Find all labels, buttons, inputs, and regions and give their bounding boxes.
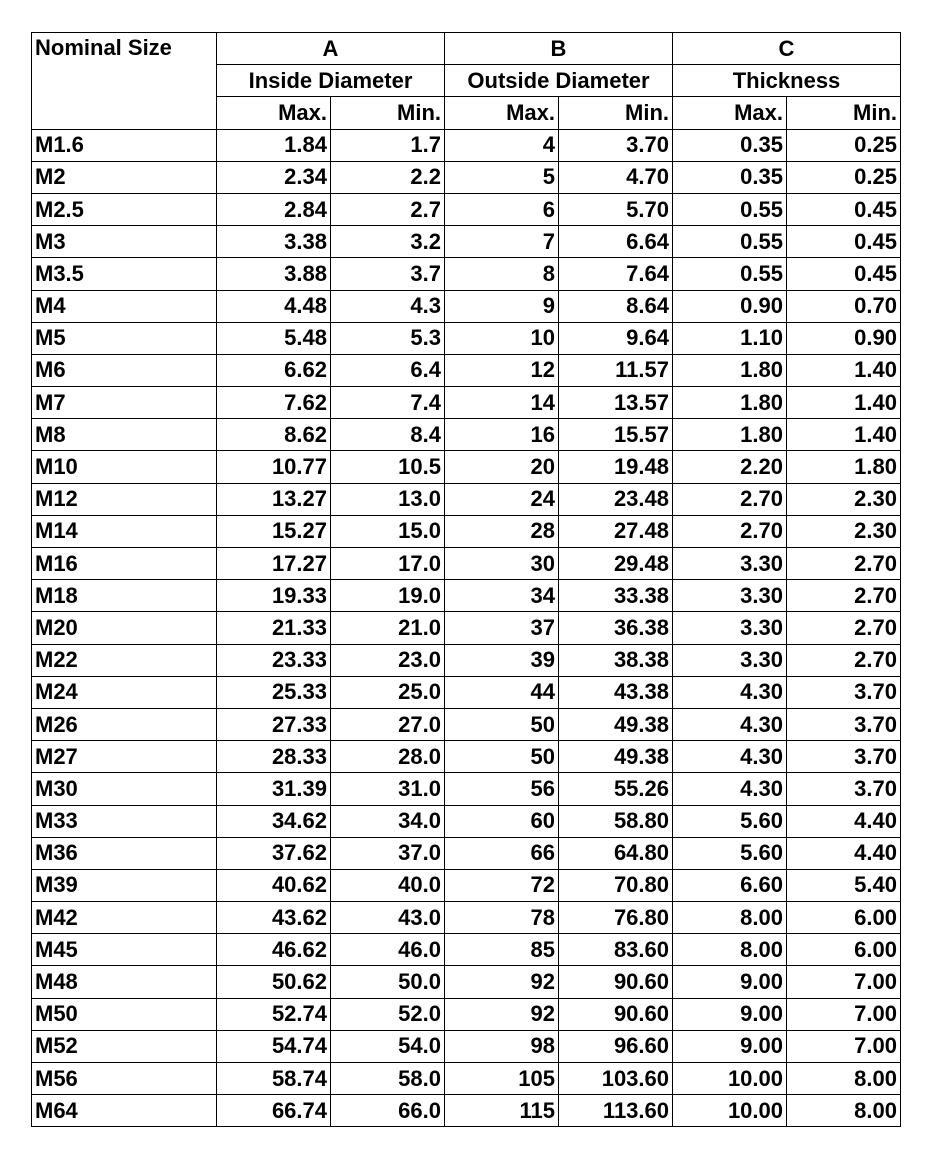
outside-diameter-max-cell: 10 [445, 322, 559, 354]
thickness-min-cell: 1.80 [787, 451, 901, 483]
thickness-max-cell: 3.30 [673, 548, 787, 580]
inside-diameter-min-cell: 52.0 [331, 998, 445, 1030]
outside-diameter-min-cell: 83.60 [559, 934, 673, 966]
inside-diameter-max-cell: 31.39 [217, 773, 331, 805]
table-row [32, 837, 901, 869]
table-body [32, 129, 901, 1127]
b-max-header: Max. [445, 97, 559, 129]
thickness-min-cell: 0.45 [787, 193, 901, 225]
thickness-min-cell: 8.00 [787, 1095, 901, 1127]
outside-diameter-min-cell: 4.70 [559, 161, 673, 193]
outside-diameter-max-cell: 9 [445, 290, 559, 322]
inside-diameter-max-cell: 21.33 [217, 612, 331, 644]
nominal-size-cell: M33 [32, 805, 217, 837]
outside-diameter-max-cell: 20 [445, 451, 559, 483]
thickness-max-cell: 0.55 [673, 226, 787, 258]
outside-diameter-min-cell: 6.64 [559, 226, 673, 258]
inside-diameter-min-cell: 13.0 [331, 483, 445, 515]
thickness-max-cell: 0.90 [673, 290, 787, 322]
thickness-min-cell: 0.25 [787, 129, 901, 161]
nominal-size-cell: M8 [32, 419, 217, 451]
outside-diameter-max-cell: 34 [445, 580, 559, 612]
outside-diameter-max-cell: 28 [445, 515, 559, 547]
thickness-header: Thickness [673, 65, 901, 97]
b-min-header: Min. [559, 97, 673, 129]
nominal-size-cell: M50 [32, 998, 217, 1030]
inside-diameter-min-cell: 25.0 [331, 676, 445, 708]
outside-diameter-min-cell: 49.38 [559, 741, 673, 773]
inside-diameter-max-cell: 58.74 [217, 1063, 331, 1095]
nominal-size-cell: M5 [32, 322, 217, 354]
inside-diameter-max-cell: 5.48 [217, 322, 331, 354]
outside-diameter-max-cell: 4 [445, 129, 559, 161]
thickness-min-cell: 3.70 [787, 676, 901, 708]
outside-diameter-max-cell: 50 [445, 741, 559, 773]
inside-diameter-max-cell: 40.62 [217, 869, 331, 901]
nominal-size-cell: M3.5 [32, 258, 217, 290]
thickness-min-cell: 1.40 [787, 354, 901, 386]
outside-diameter-min-cell: 55.26 [559, 773, 673, 805]
inside-diameter-min-cell: 5.3 [331, 322, 445, 354]
thickness-max-cell: 1.80 [673, 387, 787, 419]
nominal-size-cell: M6 [32, 354, 217, 386]
thickness-min-cell: 0.90 [787, 322, 901, 354]
nominal-size-cell: M3 [32, 226, 217, 258]
outside-diameter-min-cell: 96.60 [559, 1030, 673, 1062]
inside-diameter-min-cell: 2.7 [331, 193, 445, 225]
table-row [32, 387, 901, 419]
inside-diameter-min-cell: 7.4 [331, 387, 445, 419]
thickness-max-cell: 10.00 [673, 1095, 787, 1127]
nominal-size-cell: M42 [32, 902, 217, 934]
outside-diameter-max-cell: 14 [445, 387, 559, 419]
nominal-size-cell: M4 [32, 290, 217, 322]
outside-diameter-max-cell: 16 [445, 419, 559, 451]
nominal-size-cell: M22 [32, 644, 217, 676]
inside-diameter-min-cell: 19.0 [331, 580, 445, 612]
nominal-size-cell: M36 [32, 837, 217, 869]
inside-diameter-min-cell: 31.0 [331, 773, 445, 805]
outside-diameter-min-cell: 49.38 [559, 708, 673, 740]
inside-diameter-min-cell: 15.0 [331, 515, 445, 547]
thickness-max-cell: 6.60 [673, 869, 787, 901]
table-row [32, 226, 901, 258]
table-row [32, 548, 901, 580]
thickness-max-cell: 1.80 [673, 419, 787, 451]
table-row [32, 773, 901, 805]
inside-diameter-min-cell: 17.0 [331, 548, 445, 580]
inside-diameter-min-cell: 34.0 [331, 805, 445, 837]
inside-diameter-max-cell: 37.62 [217, 837, 331, 869]
table-row [32, 515, 901, 547]
inside-diameter-max-cell: 50.62 [217, 966, 331, 998]
nominal-size-cell: M56 [32, 1063, 217, 1095]
table-row [32, 805, 901, 837]
nominal-size-cell: M64 [32, 1095, 217, 1127]
outside-diameter-min-cell: 70.80 [559, 869, 673, 901]
inside-diameter-max-cell: 1.84 [217, 129, 331, 161]
header-row-letters [32, 33, 901, 65]
nominal-size-cell: M1.6 [32, 129, 217, 161]
outside-diameter-min-cell: 5.70 [559, 193, 673, 225]
group-b-letter: B [445, 33, 673, 65]
thickness-max-cell: 4.30 [673, 708, 787, 740]
thickness-max-cell: 2.20 [673, 451, 787, 483]
thickness-min-cell: 3.70 [787, 773, 901, 805]
washer-dimension-table [31, 32, 901, 1127]
thickness-max-cell: 0.55 [673, 193, 787, 225]
table-row [32, 902, 901, 934]
table-row [32, 483, 901, 515]
outside-diameter-max-cell: 39 [445, 644, 559, 676]
table-row [32, 741, 901, 773]
outside-diameter-max-cell: 30 [445, 548, 559, 580]
thickness-min-cell: 0.45 [787, 226, 901, 258]
outside-diameter-max-cell: 6 [445, 193, 559, 225]
thickness-min-cell: 7.00 [787, 966, 901, 998]
nominal-size-cell: M12 [32, 483, 217, 515]
thickness-max-cell: 9.00 [673, 1030, 787, 1062]
inside-diameter-min-cell: 1.7 [331, 129, 445, 161]
thickness-max-cell: 1.10 [673, 322, 787, 354]
inside-diameter-min-cell: 4.3 [331, 290, 445, 322]
inside-diameter-min-cell: 27.0 [331, 708, 445, 740]
outside-diameter-max-cell: 72 [445, 869, 559, 901]
c-max-header: Max. [673, 97, 787, 129]
thickness-min-cell: 3.70 [787, 741, 901, 773]
table-row [32, 290, 901, 322]
outside-diameter-max-cell: 92 [445, 966, 559, 998]
thickness-max-cell: 8.00 [673, 902, 787, 934]
nominal-size-cell: M16 [32, 548, 217, 580]
outside-diameter-max-cell: 60 [445, 805, 559, 837]
table-row [32, 1095, 901, 1127]
inside-diameter-min-cell: 2.2 [331, 161, 445, 193]
table-row [32, 708, 901, 740]
thickness-max-cell: 3.30 [673, 580, 787, 612]
thickness-min-cell: 2.70 [787, 612, 901, 644]
inside-diameter-max-cell: 43.62 [217, 902, 331, 934]
outside-diameter-min-cell: 33.38 [559, 580, 673, 612]
table-row [32, 451, 901, 483]
table-row [32, 354, 901, 386]
outside-diameter-min-cell: 113.60 [559, 1095, 673, 1127]
nominal-size-header: Nominal Size [32, 33, 217, 97]
thickness-min-cell: 5.40 [787, 869, 901, 901]
inside-diameter-min-cell: 37.0 [331, 837, 445, 869]
inside-diameter-min-cell: 40.0 [331, 869, 445, 901]
thickness-min-cell: 7.00 [787, 1030, 901, 1062]
group-a-letter: A [217, 33, 445, 65]
outside-diameter-min-cell: 23.48 [559, 483, 673, 515]
outside-diameter-max-cell: 44 [445, 676, 559, 708]
inside-diameter-max-cell: 54.74 [217, 1030, 331, 1062]
nominal-size-cell: M52 [32, 1030, 217, 1062]
thickness-max-cell: 0.35 [673, 161, 787, 193]
outside-diameter-max-cell: 105 [445, 1063, 559, 1095]
nominal-size-cell: M26 [32, 708, 217, 740]
table-row [32, 258, 901, 290]
thickness-max-cell: 0.55 [673, 258, 787, 290]
nominal-size-cell: M30 [32, 773, 217, 805]
outside-diameter-max-cell: 7 [445, 226, 559, 258]
thickness-max-cell: 2.70 [673, 483, 787, 515]
c-min-header: Min. [787, 97, 901, 129]
outside-diameter-max-cell: 92 [445, 998, 559, 1030]
outside-diameter-max-cell: 56 [445, 773, 559, 805]
thickness-min-cell: 7.00 [787, 998, 901, 1030]
inside-diameter-max-cell: 2.84 [217, 193, 331, 225]
group-c-letter: C [673, 33, 901, 65]
inside-diameter-min-cell: 43.0 [331, 902, 445, 934]
outside-diameter-min-cell: 29.48 [559, 548, 673, 580]
thickness-min-cell: 4.40 [787, 837, 901, 869]
table-row [32, 1063, 901, 1095]
thickness-min-cell: 0.70 [787, 290, 901, 322]
inside-diameter-max-cell: 28.33 [217, 741, 331, 773]
inside-diameter-max-cell: 25.33 [217, 676, 331, 708]
thickness-max-cell: 5.60 [673, 837, 787, 869]
inside-diameter-min-cell: 28.0 [331, 741, 445, 773]
nominal-size-cell: M27 [32, 741, 217, 773]
table-row [32, 676, 901, 708]
table-row [32, 129, 901, 161]
thickness-max-cell: 4.30 [673, 741, 787, 773]
outside-diameter-max-cell: 115 [445, 1095, 559, 1127]
outside-diameter-min-cell: 90.60 [559, 998, 673, 1030]
nominal-size-cell: M10 [32, 451, 217, 483]
table-header [32, 33, 901, 130]
inside-diameter-min-cell: 54.0 [331, 1030, 445, 1062]
thickness-min-cell: 2.30 [787, 483, 901, 515]
inside-diameter-max-cell: 13.27 [217, 483, 331, 515]
inside-diameter-max-cell: 23.33 [217, 644, 331, 676]
outside-diameter-max-cell: 37 [445, 612, 559, 644]
inside-diameter-min-cell: 8.4 [331, 419, 445, 451]
outside-diameter-header: Outside Diameter [445, 65, 673, 97]
outside-diameter-min-cell: 19.48 [559, 451, 673, 483]
inside-diameter-min-cell: 21.0 [331, 612, 445, 644]
inside-diameter-max-cell: 15.27 [217, 515, 331, 547]
outside-diameter-min-cell: 76.80 [559, 902, 673, 934]
inside-diameter-max-cell: 66.74 [217, 1095, 331, 1127]
inside-diameter-min-cell: 46.0 [331, 934, 445, 966]
thickness-min-cell: 2.70 [787, 548, 901, 580]
inside-diameter-min-cell: 3.7 [331, 258, 445, 290]
thickness-max-cell: 5.60 [673, 805, 787, 837]
outside-diameter-min-cell: 11.57 [559, 354, 673, 386]
table-row [32, 193, 901, 225]
thickness-min-cell: 1.40 [787, 419, 901, 451]
thickness-min-cell: 4.40 [787, 805, 901, 837]
nominal-size-cell: M2 [32, 161, 217, 193]
inside-diameter-min-cell: 10.5 [331, 451, 445, 483]
nominal-size-header-blank [32, 97, 217, 129]
inside-diameter-max-cell: 46.62 [217, 934, 331, 966]
inside-diameter-max-cell: 6.62 [217, 354, 331, 386]
thickness-max-cell: 0.35 [673, 129, 787, 161]
outside-diameter-min-cell: 64.80 [559, 837, 673, 869]
inside-diameter-min-cell: 23.0 [331, 644, 445, 676]
table-row [32, 580, 901, 612]
outside-diameter-min-cell: 90.60 [559, 966, 673, 998]
outside-diameter-min-cell: 103.60 [559, 1063, 673, 1095]
inside-diameter-max-cell: 4.48 [217, 290, 331, 322]
outside-diameter-max-cell: 50 [445, 708, 559, 740]
inside-diameter-min-cell: 6.4 [331, 354, 445, 386]
outside-diameter-min-cell: 38.38 [559, 644, 673, 676]
inside-diameter-max-cell: 27.33 [217, 708, 331, 740]
table-row [32, 644, 901, 676]
outside-diameter-min-cell: 3.70 [559, 129, 673, 161]
inside-diameter-max-cell: 3.38 [217, 226, 331, 258]
inside-diameter-max-cell: 10.77 [217, 451, 331, 483]
nominal-size-cell: M18 [32, 580, 217, 612]
inside-diameter-min-cell: 66.0 [331, 1095, 445, 1127]
thickness-min-cell: 1.40 [787, 387, 901, 419]
inside-diameter-max-cell: 2.34 [217, 161, 331, 193]
header-row-maxmin [32, 97, 901, 129]
outside-diameter-max-cell: 66 [445, 837, 559, 869]
thickness-max-cell: 4.30 [673, 676, 787, 708]
thickness-max-cell: 9.00 [673, 998, 787, 1030]
table-row [32, 1030, 901, 1062]
inside-diameter-max-cell: 19.33 [217, 580, 331, 612]
outside-diameter-min-cell: 43.38 [559, 676, 673, 708]
nominal-size-cell: M39 [32, 869, 217, 901]
inside-diameter-min-cell: 50.0 [331, 966, 445, 998]
thickness-min-cell: 0.45 [787, 258, 901, 290]
nominal-size-cell: M20 [32, 612, 217, 644]
table-row [32, 161, 901, 193]
nominal-size-cell: M7 [32, 387, 217, 419]
thickness-max-cell: 3.30 [673, 644, 787, 676]
thickness-max-cell: 3.30 [673, 612, 787, 644]
inside-diameter-max-cell: 8.62 [217, 419, 331, 451]
thickness-min-cell: 3.70 [787, 708, 901, 740]
nominal-size-cell: M48 [32, 966, 217, 998]
outside-diameter-min-cell: 13.57 [559, 387, 673, 419]
nominal-size-cell: M24 [32, 676, 217, 708]
outside-diameter-max-cell: 8 [445, 258, 559, 290]
inside-diameter-min-cell: 58.0 [331, 1063, 445, 1095]
thickness-min-cell: 2.70 [787, 580, 901, 612]
thickness-min-cell: 6.00 [787, 902, 901, 934]
thickness-max-cell: 10.00 [673, 1063, 787, 1095]
outside-diameter-min-cell: 9.64 [559, 322, 673, 354]
table-row [32, 966, 901, 998]
nominal-size-cell: M45 [32, 934, 217, 966]
table-row [32, 612, 901, 644]
outside-diameter-max-cell: 24 [445, 483, 559, 515]
outside-diameter-min-cell: 15.57 [559, 419, 673, 451]
thickness-min-cell: 8.00 [787, 1063, 901, 1095]
thickness-min-cell: 2.30 [787, 515, 901, 547]
outside-diameter-max-cell: 12 [445, 354, 559, 386]
outside-diameter-min-cell: 8.64 [559, 290, 673, 322]
nominal-size-cell: M14 [32, 515, 217, 547]
thickness-min-cell: 6.00 [787, 934, 901, 966]
inside-diameter-max-cell: 3.88 [217, 258, 331, 290]
thickness-max-cell: 2.70 [673, 515, 787, 547]
table-row [32, 322, 901, 354]
inside-diameter-header: Inside Diameter [217, 65, 445, 97]
table-row [32, 419, 901, 451]
thickness-min-cell: 0.25 [787, 161, 901, 193]
a-min-header: Min. [331, 97, 445, 129]
inside-diameter-min-cell: 3.2 [331, 226, 445, 258]
thickness-max-cell: 9.00 [673, 966, 787, 998]
outside-diameter-max-cell: 78 [445, 902, 559, 934]
outside-diameter-max-cell: 5 [445, 161, 559, 193]
thickness-max-cell: 8.00 [673, 934, 787, 966]
inside-diameter-max-cell: 52.74 [217, 998, 331, 1030]
outside-diameter-min-cell: 7.64 [559, 258, 673, 290]
thickness-max-cell: 4.30 [673, 773, 787, 805]
inside-diameter-max-cell: 34.62 [217, 805, 331, 837]
outside-diameter-min-cell: 58.80 [559, 805, 673, 837]
thickness-max-cell: 1.80 [673, 354, 787, 386]
thickness-min-cell: 2.70 [787, 644, 901, 676]
inside-diameter-max-cell: 17.27 [217, 548, 331, 580]
inside-diameter-max-cell: 7.62 [217, 387, 331, 419]
table-row [32, 998, 901, 1030]
table-row [32, 869, 901, 901]
table-row [32, 934, 901, 966]
outside-diameter-max-cell: 85 [445, 934, 559, 966]
outside-diameter-max-cell: 98 [445, 1030, 559, 1062]
a-max-header: Max. [217, 97, 331, 129]
nominal-size-cell: M2.5 [32, 193, 217, 225]
outside-diameter-min-cell: 36.38 [559, 612, 673, 644]
outside-diameter-min-cell: 27.48 [559, 515, 673, 547]
